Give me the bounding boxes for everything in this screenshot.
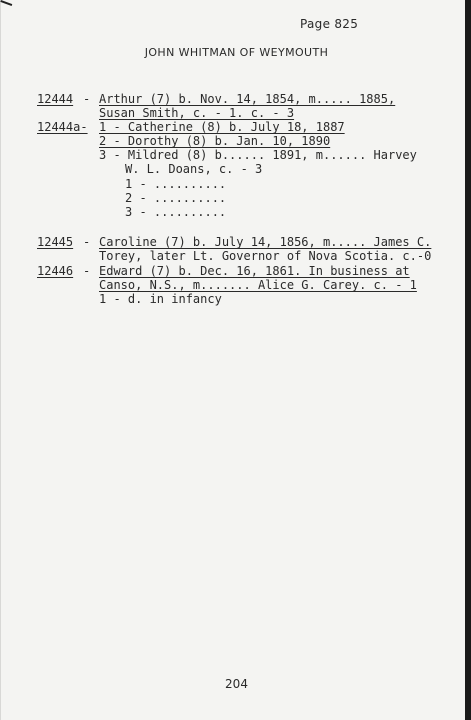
- page-label: Page 825: [300, 17, 359, 31]
- entry-line: 1 - d. in infancy: [99, 292, 222, 306]
- entry-dash: -: [83, 92, 91, 106]
- entry-line: Torey, later Lt. Governor of Nova Scotia. c.-0: [99, 249, 432, 263]
- entry-id: 12444a-: [37, 120, 88, 134]
- page-footer-number: 204: [225, 677, 248, 691]
- entry-id: 12444: [37, 92, 74, 106]
- entry-dash: -: [83, 264, 91, 278]
- entry-line: 1 - ..........: [125, 177, 227, 191]
- entry-line: 2 - ..........: [125, 191, 227, 205]
- entry-line: 3 - ..........: [125, 205, 227, 219]
- entry-line: Arthur (7) b. Nov. 14, 1854, m..... 1885,: [99, 92, 396, 106]
- entry-dash: -: [83, 235, 91, 249]
- scan-edge: [465, 0, 471, 720]
- entry-id: 12445: [37, 235, 74, 249]
- entry-line: Canso, N.S., m....... Alice G. Carey. c. - 1: [99, 278, 417, 292]
- entry-line: 2 - Dorothy (8) b. Jan. 10, 1890: [99, 134, 331, 148]
- entry-line: W. L. Doans, c. - 3: [125, 162, 263, 176]
- entry-line: 3 - Mildred (8) b...... 1891, m...... Harvey: [99, 148, 417, 162]
- entry-line: Edward (7) b. Dec. 16, 1861. In business at: [99, 264, 410, 278]
- page-title: JOHN WHITMAN OF WEYMOUTH: [144, 46, 329, 59]
- entry-line: Caroline (7) b. July 14, 1856, m..... James C.: [99, 235, 432, 249]
- scan-corner-mark: [0, 0, 12, 6]
- entry-line: Susan Smith, c. - 1. c. - 3: [99, 106, 295, 120]
- entry-id: 12446: [37, 264, 74, 278]
- entry-line: 1 - Catherine (8) b. July 18, 1887: [99, 120, 345, 134]
